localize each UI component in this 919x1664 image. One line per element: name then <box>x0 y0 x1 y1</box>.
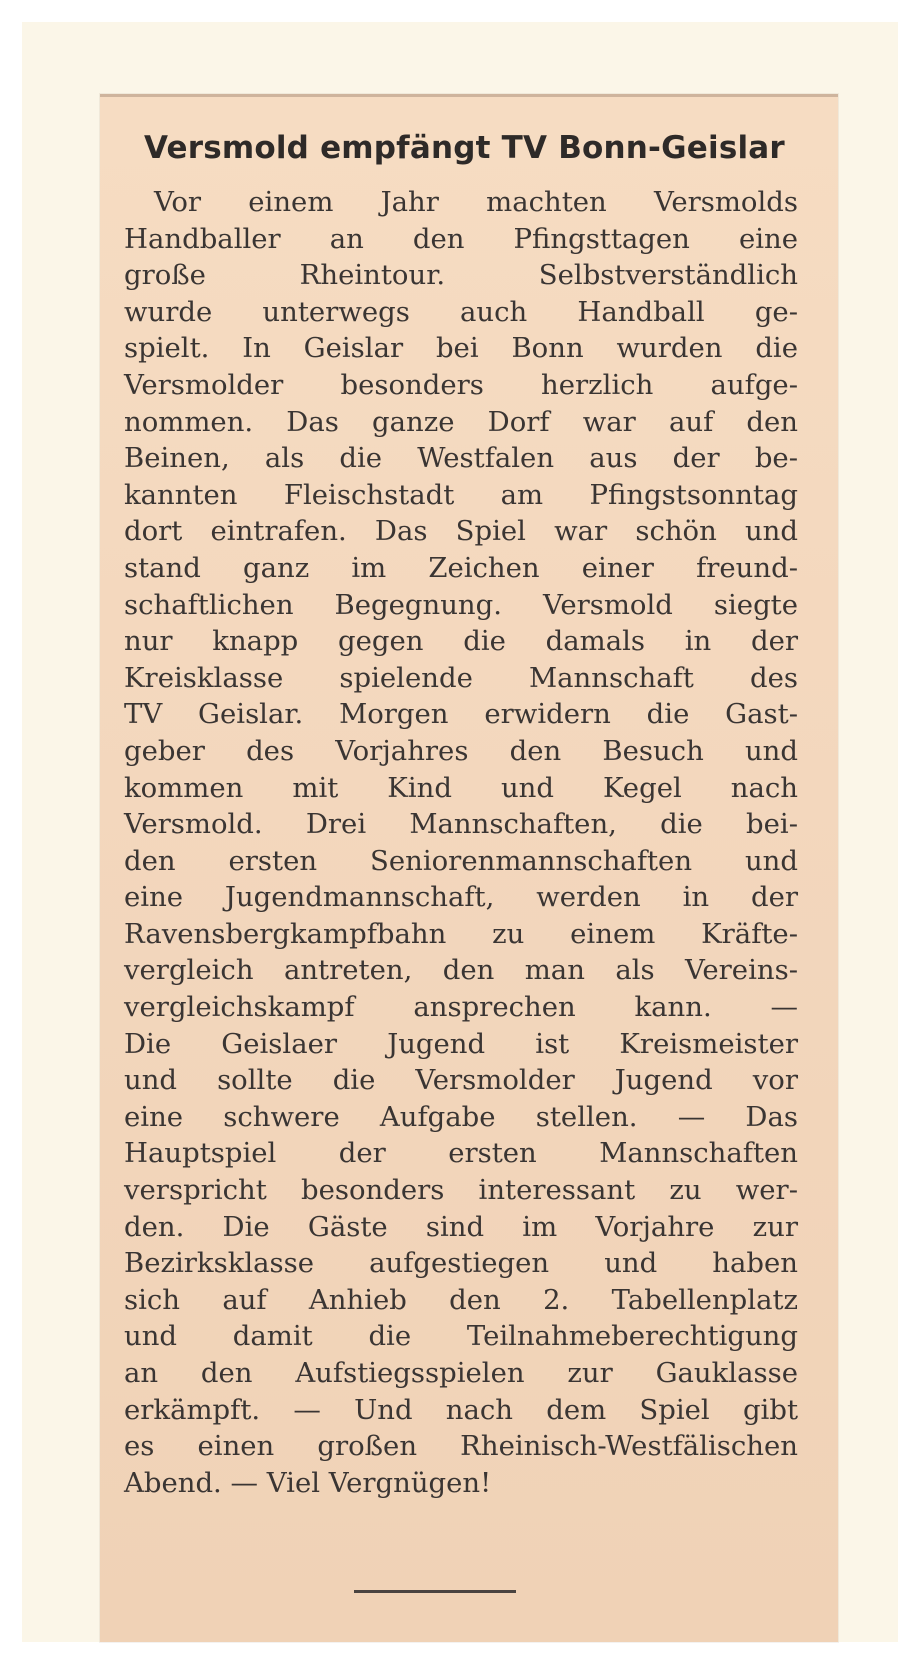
article-line: wurde unterwegs auch Handball ge- <box>124 295 798 328</box>
article-line: geber des Vorjahres den Besuch und <box>124 734 798 767</box>
article-line: es einen großen Rheinisch-Westfälischen <box>124 1430 798 1463</box>
article-line: sich auf Anhieb den 2. Tabellenplatz <box>124 1283 798 1316</box>
article-line: Kreisklasse spielende Mannschaft des <box>124 661 798 694</box>
article-line: große Rheintour. Selbstverständlich <box>124 259 798 292</box>
article-line: TV Geislar. Morgen erwidern die Gast- <box>124 698 798 731</box>
article-line: und sollte die Versmolder Jugend vor <box>124 1064 798 1097</box>
article-body <box>124 184 798 1501</box>
article-line: vergleich antreten, den man als Vereins- <box>124 954 798 987</box>
article-line: dort eintrafen. Das Spiel war schön und <box>124 515 798 548</box>
article-line: Vor einem Jahr machten Versmolds <box>154 186 798 218</box>
article-line: nur knapp gegen die damals in der <box>124 625 798 658</box>
article-line: spielt. In Geislar bei Bonn wurden die <box>124 332 798 365</box>
article-line: eine schwere Aufgabe stellen. — Das <box>124 1100 798 1133</box>
newspaper-clipping <box>100 94 838 1642</box>
article-line: vergleichskampf ansprechen kann. — <box>124 991 798 1024</box>
article-line: den ersten Seniorenmannschaften und <box>124 844 798 877</box>
end-rule <box>354 1590 516 1593</box>
article-line: verspricht besonders interessant zu wer- <box>124 1174 798 1207</box>
article-line: Abend. — Viel Vergnügen! <box>124 1466 492 1499</box>
article-line: an den Aufstiegsspielen zur Gauklasse <box>124 1357 798 1389</box>
article-line: stand ganz im Zeichen einer freund- <box>124 551 798 584</box>
article-line: Versmold. Drei Mannschaften, die bei- <box>124 808 798 841</box>
article-line: Beinen, als die Westfalen aus der be- <box>124 442 798 475</box>
article-line: Versmolder besonders herzlich aufge- <box>124 368 798 401</box>
clipping-top-edge <box>100 94 838 97</box>
article-line: Hauptspiel der ersten Mannschaften <box>124 1137 798 1170</box>
article-headline: Versmold empfängt TV Bonn-Geislar <box>144 130 785 166</box>
article-line: kannten Fleischstadt am Pfingstsonntag <box>124 478 798 511</box>
article-line: kommen mit Kind und Kegel nach <box>124 771 798 804</box>
article-line: nommen. Das ganze Dorf war auf den <box>124 405 798 438</box>
article-line: Ravensbergkampfbahn zu einem Kräfte- <box>124 917 798 950</box>
article-line: schaftlichen Begegnung. Versmold siegte <box>124 588 798 621</box>
article-line: den. Die Gäste sind im Vorjahre zur <box>124 1210 798 1243</box>
article-line: erkämpft. — Und nach dem Spiel gibt <box>124 1393 798 1426</box>
article-line: eine Jugendmannschaft, werden in der <box>124 881 798 914</box>
article-line: Handballer an den Pfingsttagen eine <box>124 222 798 255</box>
backing-sheet <box>22 22 898 1642</box>
article-line: Bezirksklasse aufgestiegen und haben <box>124 1247 798 1280</box>
article-line: und damit die Teilnahmeberechtigung <box>124 1320 798 1353</box>
article-line: Die Geislaer Jugend ist Kreismeister <box>124 1027 798 1060</box>
